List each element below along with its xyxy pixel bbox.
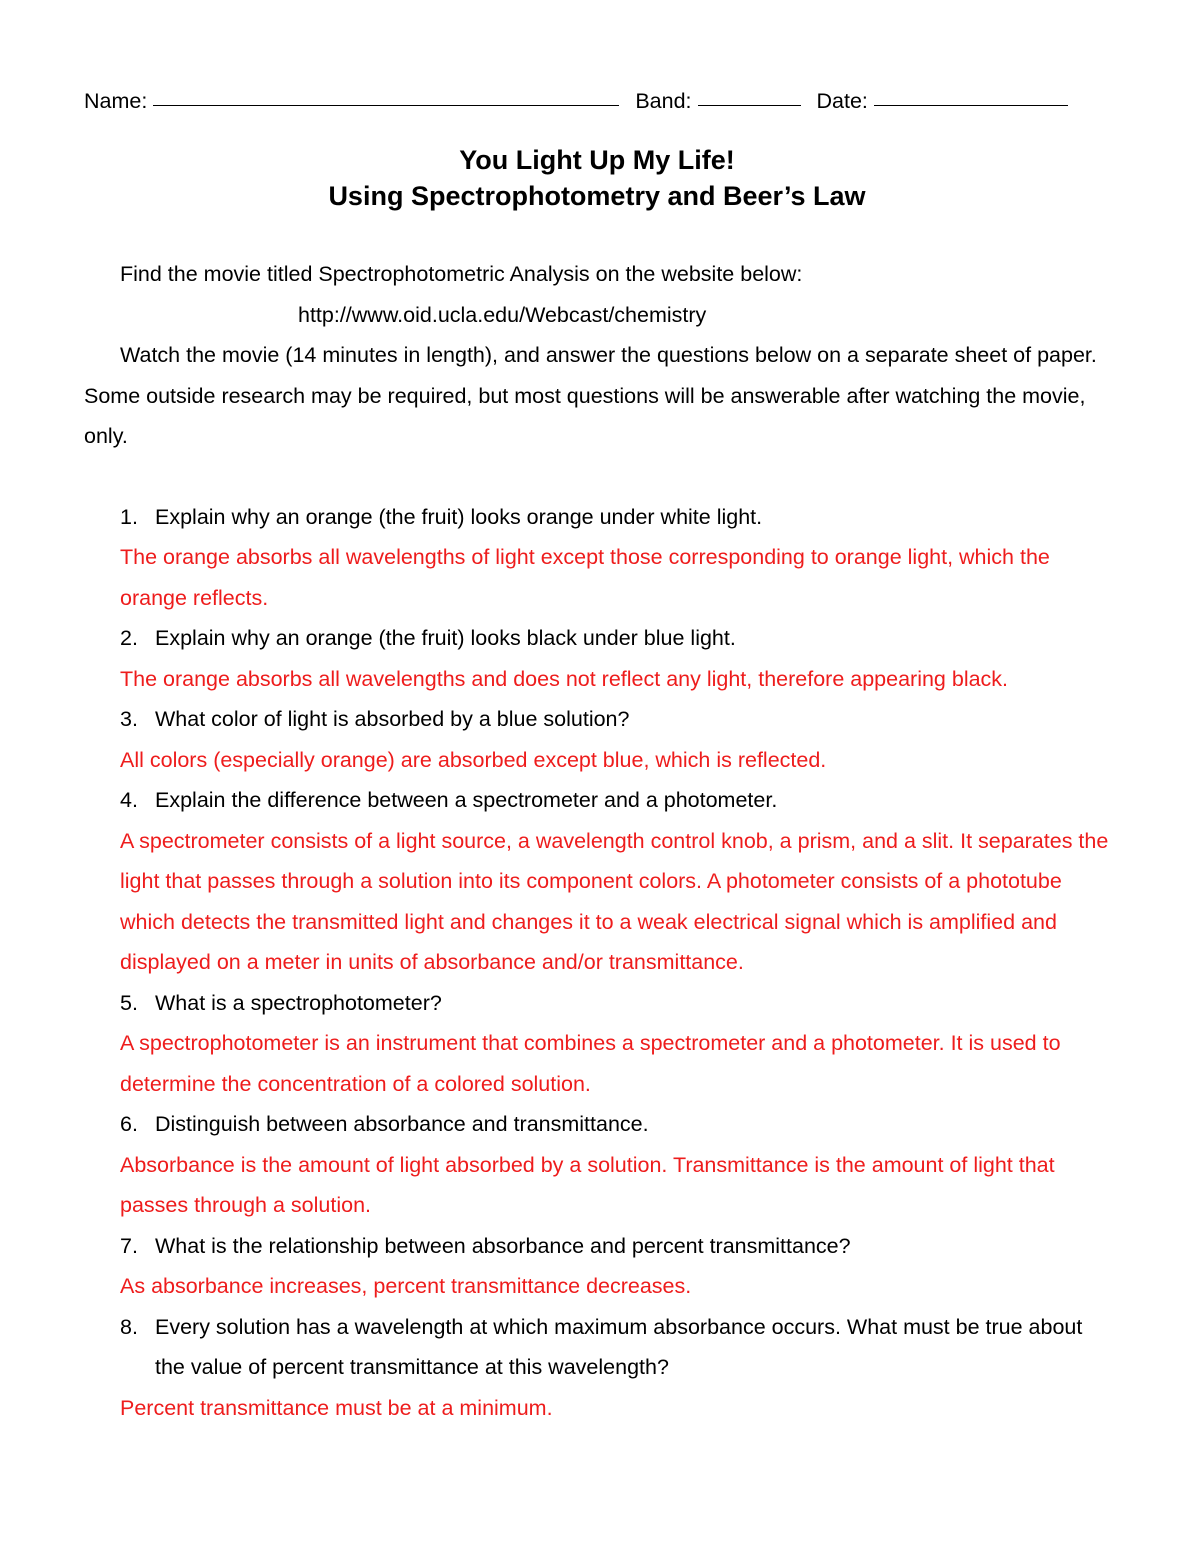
question-text: What is a spectrophotometer? xyxy=(155,990,442,1015)
date-blank xyxy=(874,83,1068,106)
question-number: 3. xyxy=(120,707,138,731)
answer-text: As absorbance increases, percent transmittance decreases. xyxy=(120,1274,692,1298)
question-number: 5. xyxy=(120,990,138,1015)
band-blank xyxy=(698,83,801,106)
answer-text: A spectrophotometer is an instrument that combines a spectrometer and a photometer. It is used to determine the concentration of a colored solution. xyxy=(120,1031,1061,1096)
answer-text: The orange absorbs all wavelengths of light except those corresponding to orange light, which the orange reflects. xyxy=(120,545,1050,610)
question-number: 8. xyxy=(120,1314,138,1339)
question-item xyxy=(84,497,1110,538)
question-item xyxy=(84,1226,1110,1267)
question-number: 2. xyxy=(120,626,138,650)
worksheet-title xyxy=(84,142,1110,214)
intro-watch-text: Watch the movie (14 minutes in length), and answer the questions below on a separate sheet of paper. Some outside research may be required, but most questions will be answerable after watching the movie, only. xyxy=(84,343,1097,448)
question-text: Explain why an orange (the fruit) looks orange under white light. xyxy=(155,504,763,529)
question-text: What is the relationship between absorbance and percent transmittance? xyxy=(155,1233,851,1258)
intro-url: http://www.oid.ucla.edu/Webcast/chemistry xyxy=(298,302,707,327)
answer-text: All colors (especially orange) are absorbed except blue, which is reflected. xyxy=(120,747,827,772)
answer-text: The orange absorbs all wavelengths and does not reflect any light, therefore appearing black. xyxy=(120,666,1009,691)
question-item xyxy=(84,618,1110,659)
question-item xyxy=(84,780,1110,821)
question-list xyxy=(84,497,1110,1429)
question-text: Every solution has a wavelength at which maximum absorbance occurs. What must be true about the value of percent transmittance at this wavelength? xyxy=(155,1314,1083,1379)
title-line-2: Using Spectrophotometry and Beer’s Law xyxy=(328,181,866,211)
question-text: Explain why an orange (the fruit) looks black under blue light. xyxy=(155,626,736,650)
intro-find-text: Find the movie titled Spectrophotometric Analysis on the website below: xyxy=(120,262,803,286)
question-text: Distinguish between absorbance and transmittance. xyxy=(155,1112,649,1136)
name-label: Name: xyxy=(84,89,148,113)
header-fields xyxy=(84,84,1110,118)
band-label: Band: xyxy=(635,89,692,113)
name-blank xyxy=(153,83,619,106)
intro-section xyxy=(84,254,1110,457)
question-item xyxy=(84,1307,1110,1388)
question-text: Explain the difference between a spectrometer and a photometer. xyxy=(155,788,778,812)
question-number: 1. xyxy=(120,504,138,529)
question-number: 6. xyxy=(120,1112,138,1136)
answer-text: A spectrometer consists of a light source, a wavelength control knob, a prism, and a slit. It separates the light that passes through a solution into its component colors. A photometer consists of a phototube which detects the transmitted light and changes it to a weak electrical signal which is amplified and displayed on a meter in units of absorbance and/or transmittance. xyxy=(120,828,1109,974)
question-text: What color of light is absorbed by a blue solution? xyxy=(155,707,630,731)
answer-text: Percent transmittance must be at a minimum. xyxy=(120,1395,553,1420)
answer-text: Absorbance is the amount of light absorbed by a solution. Transmittance is the amount of light that passes through a solution. xyxy=(120,1152,1055,1217)
question-number: 7. xyxy=(120,1233,138,1258)
title-line-1: You Light Up My Life! xyxy=(459,145,735,175)
question-item xyxy=(84,983,1110,1024)
date-label: Date: xyxy=(816,89,868,113)
question-number: 4. xyxy=(120,788,138,812)
question-item xyxy=(84,1104,1110,1145)
question-item xyxy=(84,699,1110,740)
